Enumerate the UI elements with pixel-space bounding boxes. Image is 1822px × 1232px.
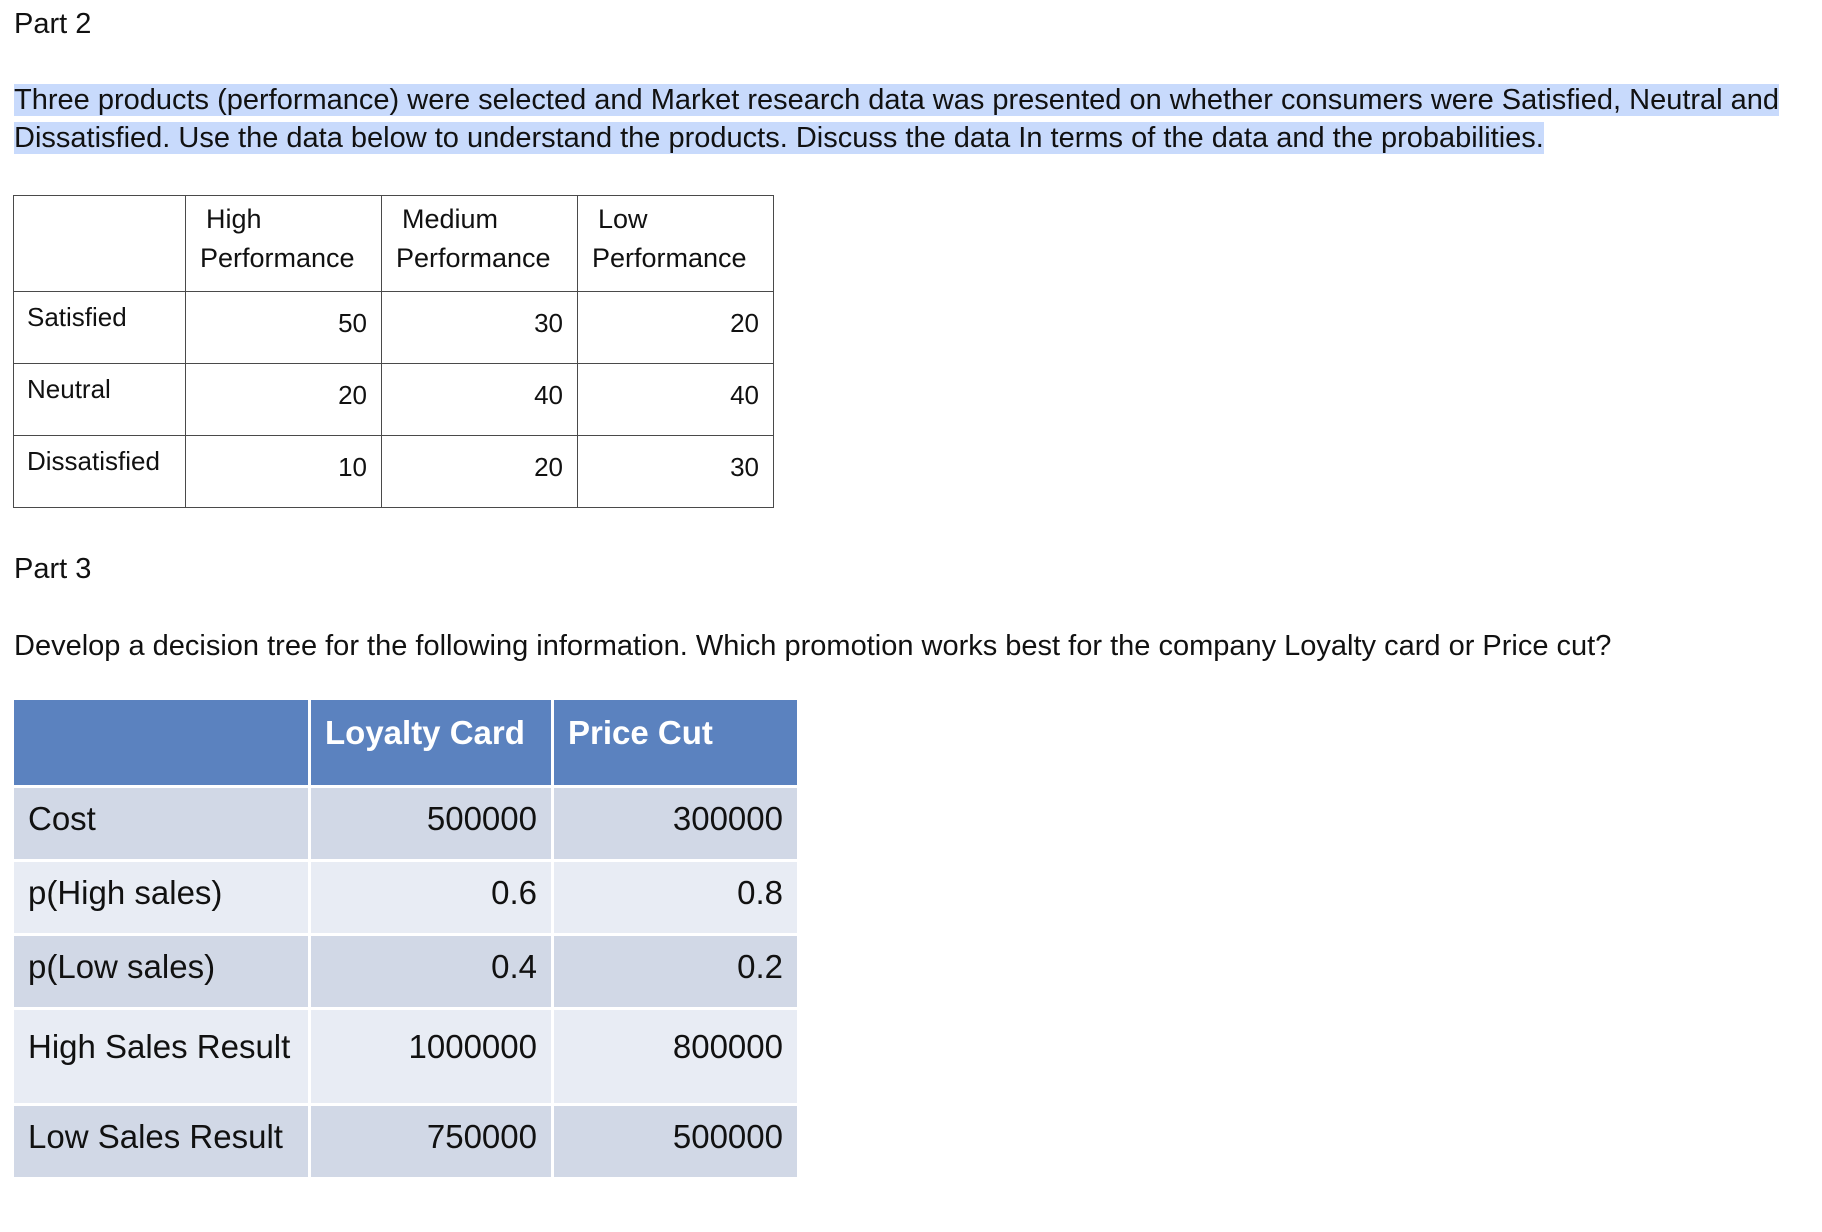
row-label: Low Sales Result	[14, 1106, 311, 1180]
column-header-line: Performance	[592, 243, 747, 273]
column-header-low	[578, 196, 774, 292]
row-label: Cost	[14, 788, 311, 862]
table-cell: 30	[382, 292, 578, 364]
part2-paragraph-line1: Three products (performance) were selected and Market research data was presented on whether consumers were Satisfied, Neutral and	[14, 84, 1780, 116]
table-header-row	[14, 196, 774, 292]
row-label: Neutral	[14, 364, 186, 436]
table-row	[14, 1010, 797, 1106]
column-header-line: Performance	[200, 243, 355, 273]
promotion-table	[14, 700, 797, 1180]
table-header-row	[14, 700, 797, 788]
table-row	[14, 862, 797, 936]
row-label: p(Low sales)	[14, 936, 311, 1010]
table-row	[14, 436, 774, 508]
part3-paragraph: Develop a decision tree for the following information. Which promotion works best for the company Loyalty card or Price cut?	[14, 630, 1612, 662]
table-cell: 0.4	[311, 936, 554, 1010]
table-cell: 0.8	[554, 862, 797, 936]
part2-paragraph	[14, 81, 1779, 157]
row-label: Satisfied	[14, 292, 186, 364]
table-corner-cell	[14, 196, 186, 292]
column-header-line: High	[206, 204, 262, 234]
column-header-line: Performance	[396, 243, 551, 273]
table-cell: 300000	[554, 788, 797, 862]
row-label: p(High sales)	[14, 862, 311, 936]
table-cell: 20	[382, 436, 578, 508]
column-header-loyalty-card: Loyalty Card	[311, 700, 554, 788]
table-cell: 800000	[554, 1010, 797, 1106]
table-cell: 40	[382, 364, 578, 436]
table-cell: 50	[186, 292, 382, 364]
table-cell: 500000	[311, 788, 554, 862]
table-row	[14, 364, 774, 436]
part3-heading: Part 3	[14, 553, 92, 585]
table-row	[14, 788, 797, 862]
row-label: High Sales Result	[14, 1010, 311, 1106]
column-header-medium	[382, 196, 578, 292]
table-cell: 1000000	[311, 1010, 554, 1106]
part2-heading: Part 2	[14, 8, 92, 40]
satisfaction-table	[13, 195, 774, 508]
table-row	[14, 292, 774, 364]
table-cell: 30	[578, 436, 774, 508]
table-row	[14, 1106, 797, 1180]
table-cell: 20	[578, 292, 774, 364]
table-cell: 0.6	[311, 862, 554, 936]
table-cell: 10	[186, 436, 382, 508]
table-cell: 500000	[554, 1106, 797, 1180]
table-corner-cell	[14, 700, 311, 788]
column-header-line: Low	[598, 204, 648, 234]
table-cell: 750000	[311, 1106, 554, 1180]
table-row	[14, 936, 797, 1010]
column-header-line: Medium	[402, 204, 499, 234]
part2-paragraph-line2: Dissatisfied. Use the data below to understand the products. Discuss the data In terms of the data and the probabilities.	[14, 122, 1544, 154]
table-cell: 0.2	[554, 936, 797, 1010]
row-label: Dissatisfied	[14, 436, 186, 508]
column-header-price-cut: Price Cut	[554, 700, 797, 788]
table-cell: 20	[186, 364, 382, 436]
table-cell: 40	[578, 364, 774, 436]
column-header-high	[186, 196, 382, 292]
